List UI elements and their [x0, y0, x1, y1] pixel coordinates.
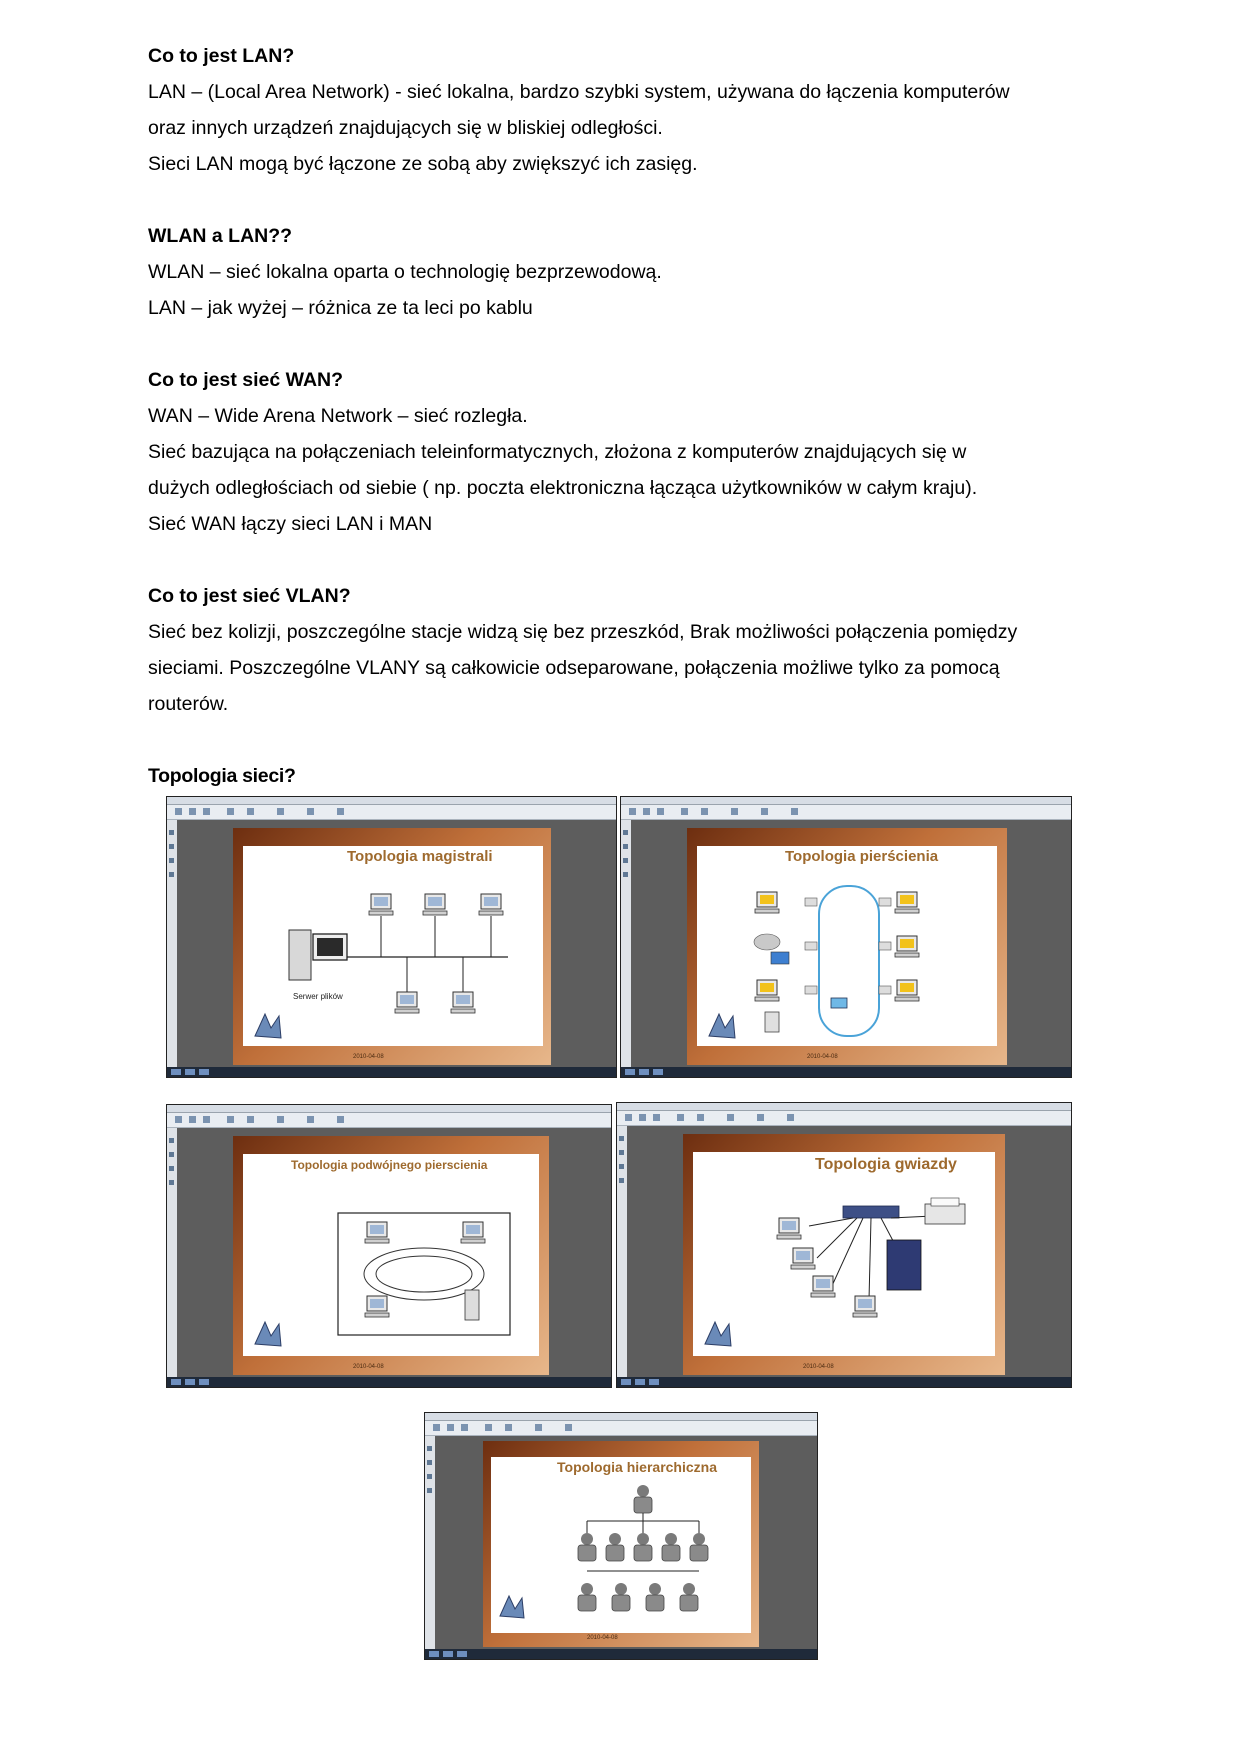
heading-wan: Co to jest sieć WAN? [148, 369, 344, 391]
slide-date: 2010-04-08 [353, 1364, 384, 1370]
slide-title: Topologia pierścienia [781, 846, 942, 867]
vlan-line-3: routerów. [148, 693, 229, 715]
wlan-line-2: LAN – jak wyżej – różnica ze ta leci po kablu [148, 297, 533, 319]
wan-line-2: Sieć bazująca na połączeniach teleinformatycznych, złożona z komputerów znajdujących się w [148, 441, 967, 463]
server-caption: Serwer plików [293, 992, 343, 1001]
screenshot-star-topology [616, 1102, 1072, 1388]
lan-line-1: LAN – (Local Area Network) - sieć lokalna, bardzo szybki system, używana do łączenia komputerów [148, 81, 1010, 103]
screenshot-hierarchical-topology [424, 1412, 818, 1660]
wlan-line-1: WLAN – sieć lokalna oparta o technologię bezprzewodową. [148, 261, 662, 283]
bus-topology-diagram [253, 872, 533, 1042]
slide-title: Topologia magistrali [343, 846, 497, 867]
slide-date: 2010-04-08 [353, 1054, 384, 1060]
heading-topology: Topologia sieci? [148, 765, 296, 787]
slide-title: Topologia hierarchiczna [553, 1457, 721, 1477]
vlan-line-2: sieciami. Poszczególne VLANY są całkowicie odseparowane, połączenia możliwe tylko za pomocą [148, 657, 1000, 679]
screenshot-ring-topology [620, 796, 1072, 1078]
ring-topology-diagram [747, 876, 947, 1056]
heading-vlan: Co to jest sieć VLAN? [148, 585, 351, 607]
slide-title: Topologia podwójnego pierscienia [287, 1156, 491, 1174]
heading-lan: Co to jest LAN? [148, 45, 295, 67]
wan-line-1: WAN – Wide Arena Network – sieć rozległa. [148, 405, 528, 427]
slide-title: Topologia gwiazdy [811, 1154, 961, 1176]
logo-icon [705, 1008, 739, 1047]
star-topology-diagram [773, 1196, 973, 1336]
wan-line-4: Sieć WAN łączy sieci LAN i MAN [148, 513, 433, 535]
screenshot-bus-topology [166, 796, 617, 1078]
lan-line-3: Sieci LAN mogą być łączone ze sobą aby zwiększyć ich zasięg. [148, 153, 698, 175]
wan-line-3: dużych odległościach od siebie ( np. poczta elektroniczna łącząca użytkowników w całym kraju). [148, 477, 978, 499]
logo-icon [251, 1316, 285, 1355]
logo-icon [497, 1591, 527, 1626]
double-ring-diagram [337, 1212, 511, 1336]
heading-wlan: WLAN a LAN?? [148, 225, 293, 247]
slide-date: 2010-04-08 [587, 1635, 618, 1641]
hierarchical-diagram [573, 1485, 713, 1621]
lan-line-2: oraz innych urządzeń znajdujących się w bliskiej odległości. [148, 117, 663, 139]
logo-icon [251, 1008, 285, 1047]
vlan-line-1: Sieć bez kolizji, poszczególne stacje widzą się bez przeszkód, Brak możliwości połączenia pomiędzy [148, 621, 1018, 643]
screenshot-double-ring-topology [166, 1104, 612, 1388]
slide-date: 2010-04-08 [803, 1364, 834, 1370]
slide-date: 2010-04-08 [807, 1054, 838, 1060]
logo-icon [701, 1316, 735, 1355]
